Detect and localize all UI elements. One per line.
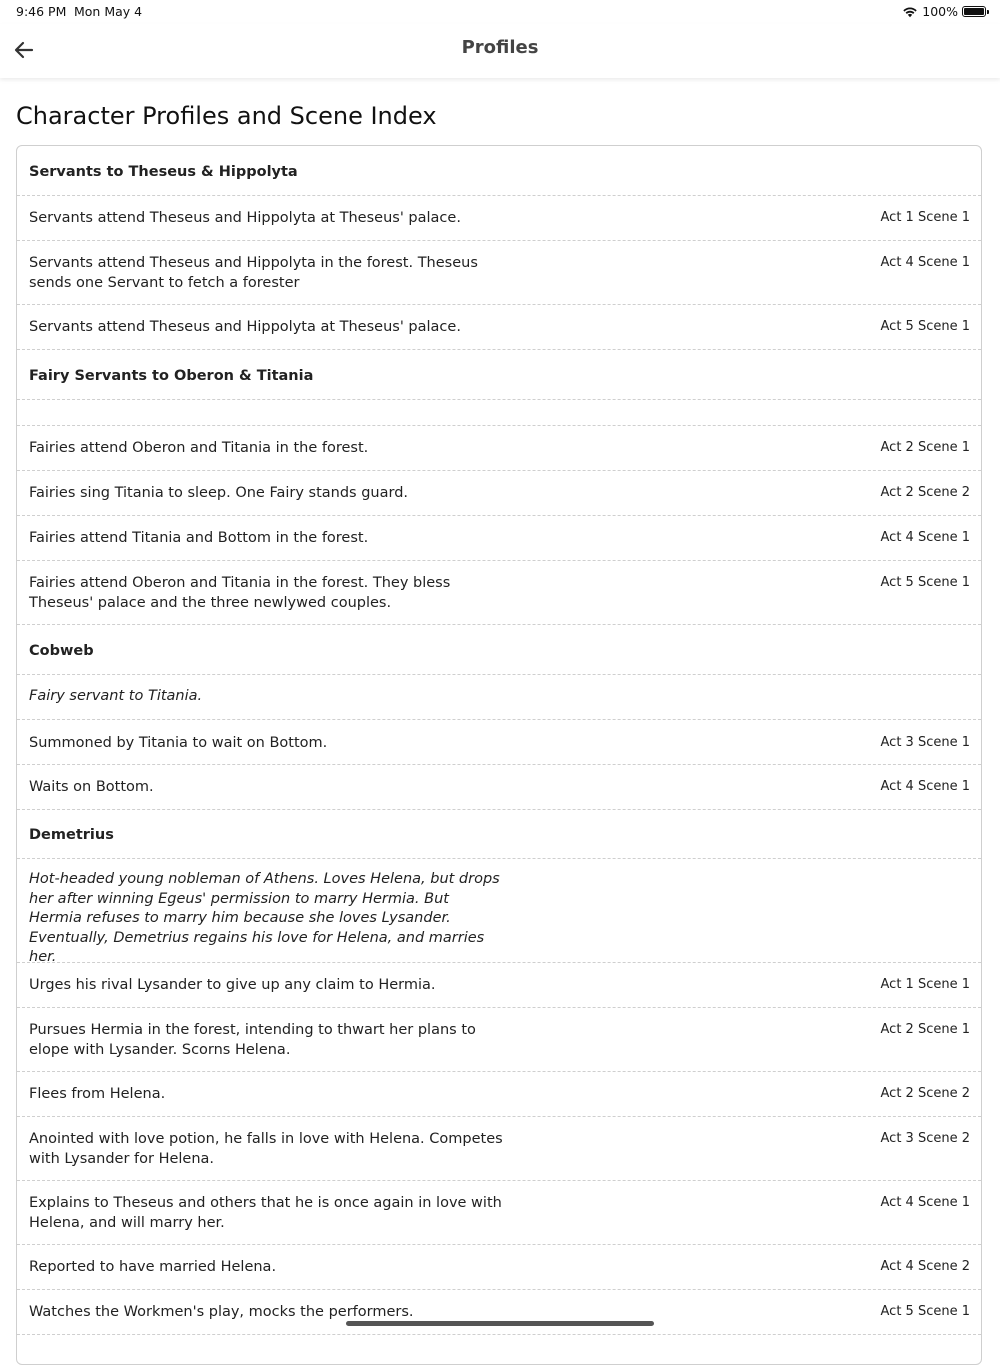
- scene-reference[interactable]: Act 2 Scene 2: [880, 485, 970, 500]
- scene-reference[interactable]: Act 4 Scene 1: [880, 779, 970, 794]
- scene-summary: Pursues Hermia in the forest, intending to thwart her plans to elope with Lysander. Scorns Helena.: [29, 1022, 476, 1058]
- scene-summary: Flees from Helena.: [29, 1086, 166, 1102]
- scene-summary: Fairies attend Oberon and Titania in the forest. They bless Theseus' palace and the three newlywed couples.: [29, 575, 451, 611]
- scene-entry-row[interactable]: [17, 471, 981, 516]
- scene-entry-row[interactable]: [17, 196, 981, 241]
- section-header: [17, 625, 981, 675]
- scene-summary: Fairies attend Titania and Bottom in the forest.: [29, 530, 369, 546]
- scene-reference[interactable]: Act 2 Scene 2: [880, 1086, 970, 1101]
- scene-summary: Summoned by Titania to wait on Bottom.: [29, 735, 328, 751]
- status-time: 9:46 PM: [16, 4, 67, 19]
- scene-reference[interactable]: Act 4 Scene 2: [880, 1259, 970, 1274]
- section-header: [17, 146, 981, 196]
- character-description: [17, 859, 981, 963]
- status-date: Mon May 4: [74, 4, 143, 19]
- section-header: [17, 350, 981, 400]
- home-indicator: [346, 1321, 654, 1326]
- character-name: Demetrius: [29, 827, 114, 843]
- scene-summary: Servants attend Theseus and Hippolyta at Theseus' palace.: [29, 319, 461, 335]
- scene-entry-row[interactable]: [17, 305, 981, 350]
- description-text: Fairy servant to Titania.: [29, 688, 203, 704]
- scene-summary: Watches the Workmen's play, mocks the performers.: [29, 1304, 414, 1320]
- battery-nub: [987, 10, 989, 14]
- scene-entry-row[interactable]: [17, 241, 981, 305]
- scene-reference[interactable]: Act 4 Scene 1: [880, 530, 970, 545]
- page-title: Character Profiles and Scene Index: [16, 102, 437, 130]
- scene-entry-row[interactable]: [17, 1072, 981, 1117]
- scene-reference[interactable]: Act 5 Scene 1: [880, 575, 970, 590]
- scene-entry-row[interactable]: [17, 1245, 981, 1290]
- scene-summary: Reported to have married Helena.: [29, 1259, 277, 1275]
- character-description: [17, 675, 981, 720]
- scene-reference[interactable]: Act 1 Scene 1: [880, 977, 970, 992]
- scene-entry-row[interactable]: [17, 1181, 981, 1245]
- description-text: Hot-headed young nobleman of Athens. Loves Helena, but drops her after winning Egeus' permission to marry Hermia. But Hermia refuses to marry him because she loves Lysander. Eventually, Demetrius regains his love for Helena, and marries her.: [29, 871, 500, 965]
- scene-entry-row[interactable]: [17, 561, 981, 625]
- scene-summary: Servants attend Theseus and Hippolyta at Theseus' palace.: [29, 210, 461, 226]
- scene-reference[interactable]: Act 4 Scene 1: [880, 255, 970, 270]
- scene-entry-row[interactable]: [17, 1117, 981, 1181]
- status-indicators: [902, 4, 986, 19]
- scene-entry-row[interactable]: [17, 765, 981, 810]
- scene-reference[interactable]: Act 5 Scene 1: [880, 319, 970, 334]
- battery-percent: 100%: [922, 4, 958, 19]
- character-name: Fairy Servants to Oberon & Titania: [29, 368, 314, 384]
- scene-summary: Servants attend Theseus and Hippolyta in the forest. Theseus sends one Servant to fetch a forester: [29, 255, 478, 291]
- scene-entry-row[interactable]: [17, 720, 981, 765]
- scene-summary: Fairies sing Titania to sleep. One Fairy stands guard.: [29, 485, 409, 501]
- profiles-list[interactable]: [16, 145, 982, 1365]
- section-header: [17, 810, 981, 859]
- status-bar: [0, 0, 1000, 24]
- scene-reference[interactable]: Act 4 Scene 1: [880, 1195, 970, 1210]
- battery-fill: [964, 8, 984, 15]
- scene-summary: Explains to Theseus and others that he is once again in love with Helena, and will marry her.: [29, 1195, 502, 1231]
- battery-icon: [962, 6, 986, 17]
- navigation-bar: [0, 24, 1000, 78]
- scene-entry-row[interactable]: [17, 1290, 981, 1335]
- scene-summary: Waits on Bottom.: [29, 779, 154, 795]
- scene-entry-row[interactable]: [17, 1008, 981, 1072]
- character-name: Cobweb: [29, 643, 94, 659]
- scene-reference[interactable]: Act 5 Scene 1: [880, 1304, 970, 1319]
- scene-summary: Anointed with love potion, he falls in love with Helena. Competes with Lysander for Helena.: [29, 1131, 503, 1167]
- wifi-icon: [902, 6, 918, 18]
- scene-summary: Fairies attend Oberon and Titania in the forest.: [29, 440, 369, 456]
- scene-reference[interactable]: Act 2 Scene 1: [880, 440, 970, 455]
- scene-summary: Urges his rival Lysander to give up any claim to Hermia.: [29, 977, 436, 993]
- character-name: Servants to Theseus & Hippolyta: [29, 164, 298, 180]
- scene-reference[interactable]: Act 3 Scene 1: [880, 735, 970, 750]
- scene-reference[interactable]: Act 2 Scene 1: [880, 1022, 970, 1037]
- character-description: [17, 400, 981, 426]
- scene-entry-row[interactable]: [17, 963, 981, 1008]
- nav-title: Profiles: [461, 37, 539, 58]
- scene-reference[interactable]: Act 1 Scene 1: [880, 210, 970, 225]
- scene-entry-row[interactable]: [17, 426, 981, 471]
- scene-reference[interactable]: Act 3 Scene 2: [880, 1131, 970, 1146]
- scene-entry-row[interactable]: [17, 516, 981, 561]
